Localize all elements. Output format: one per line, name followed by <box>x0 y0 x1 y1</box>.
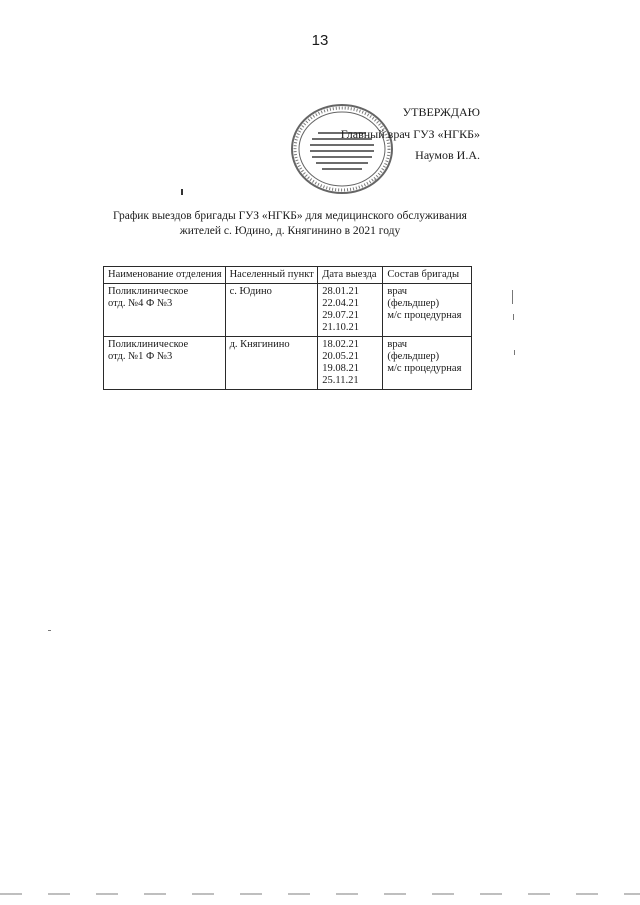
date-value: 19.08.21 <box>322 363 359 374</box>
scan-mark <box>48 630 51 631</box>
team-cell <box>383 337 472 390</box>
title-line-2: жителей с. Юдино, д. Княгинино в 2021 году <box>179 225 401 237</box>
settlement-cell: с. Юдино <box>225 284 318 337</box>
table-row <box>104 284 472 337</box>
team-member: м/с процедурная <box>387 310 462 321</box>
scan-mark <box>512 290 513 304</box>
approval-heading: УТВЕРЖДАЮ <box>402 105 480 119</box>
department-line: отд. №4 Ф №3 <box>108 298 173 309</box>
team-member: м/с процедурная <box>387 363 462 374</box>
header-settlement: Населенный пункт <box>225 267 318 284</box>
department-cell <box>104 337 226 390</box>
date-value: 22.04.21 <box>322 298 359 309</box>
date-value: 29.07.21 <box>322 310 359 321</box>
settlement-cell: д. Княгинино <box>225 337 318 390</box>
dates-cell <box>318 284 383 337</box>
date-value: 25.11.21 <box>322 375 359 386</box>
department-line: отд. №1 Ф №3 <box>108 351 173 362</box>
margin-tick <box>181 189 183 195</box>
document-title <box>0 209 580 239</box>
approval-block <box>330 105 480 195</box>
department-cell <box>104 284 226 337</box>
team-member: (фельдшер) <box>387 351 440 362</box>
header-team: Состав бригады <box>383 267 472 284</box>
team-member: (фельдшер) <box>387 298 440 309</box>
approval-name: Наумов И.А. <box>415 148 480 162</box>
schedule-table <box>103 266 472 390</box>
date-value: 28.01.21 <box>322 286 359 297</box>
svg-text:*: * <box>374 177 378 186</box>
date-value: 21.10.21 <box>322 322 359 333</box>
header-department: Наименование отделения <box>104 267 226 284</box>
scan-edge-artifact <box>0 893 640 895</box>
header-date: Дата выезда <box>318 267 383 284</box>
table-row <box>104 337 472 390</box>
date-value: 20.05.21 <box>322 351 359 362</box>
date-value: 18.02.21 <box>322 339 359 350</box>
team-member: врач <box>387 286 408 297</box>
page-number: 13 <box>311 32 329 49</box>
table-header-row <box>104 267 472 284</box>
title-line-1: График выездов бригады ГУЗ «НГКБ» для медицинского обслуживания <box>113 210 467 222</box>
department-line: Поликлиническое <box>108 339 189 350</box>
team-cell <box>383 284 472 337</box>
scan-mark <box>514 350 515 355</box>
approval-position: Главный врач ГУЗ «НГКБ» <box>340 127 480 141</box>
dates-cell <box>318 337 383 390</box>
team-member: врач <box>387 339 408 350</box>
scan-mark <box>513 314 514 320</box>
department-line: Поликлиническое <box>108 286 189 297</box>
